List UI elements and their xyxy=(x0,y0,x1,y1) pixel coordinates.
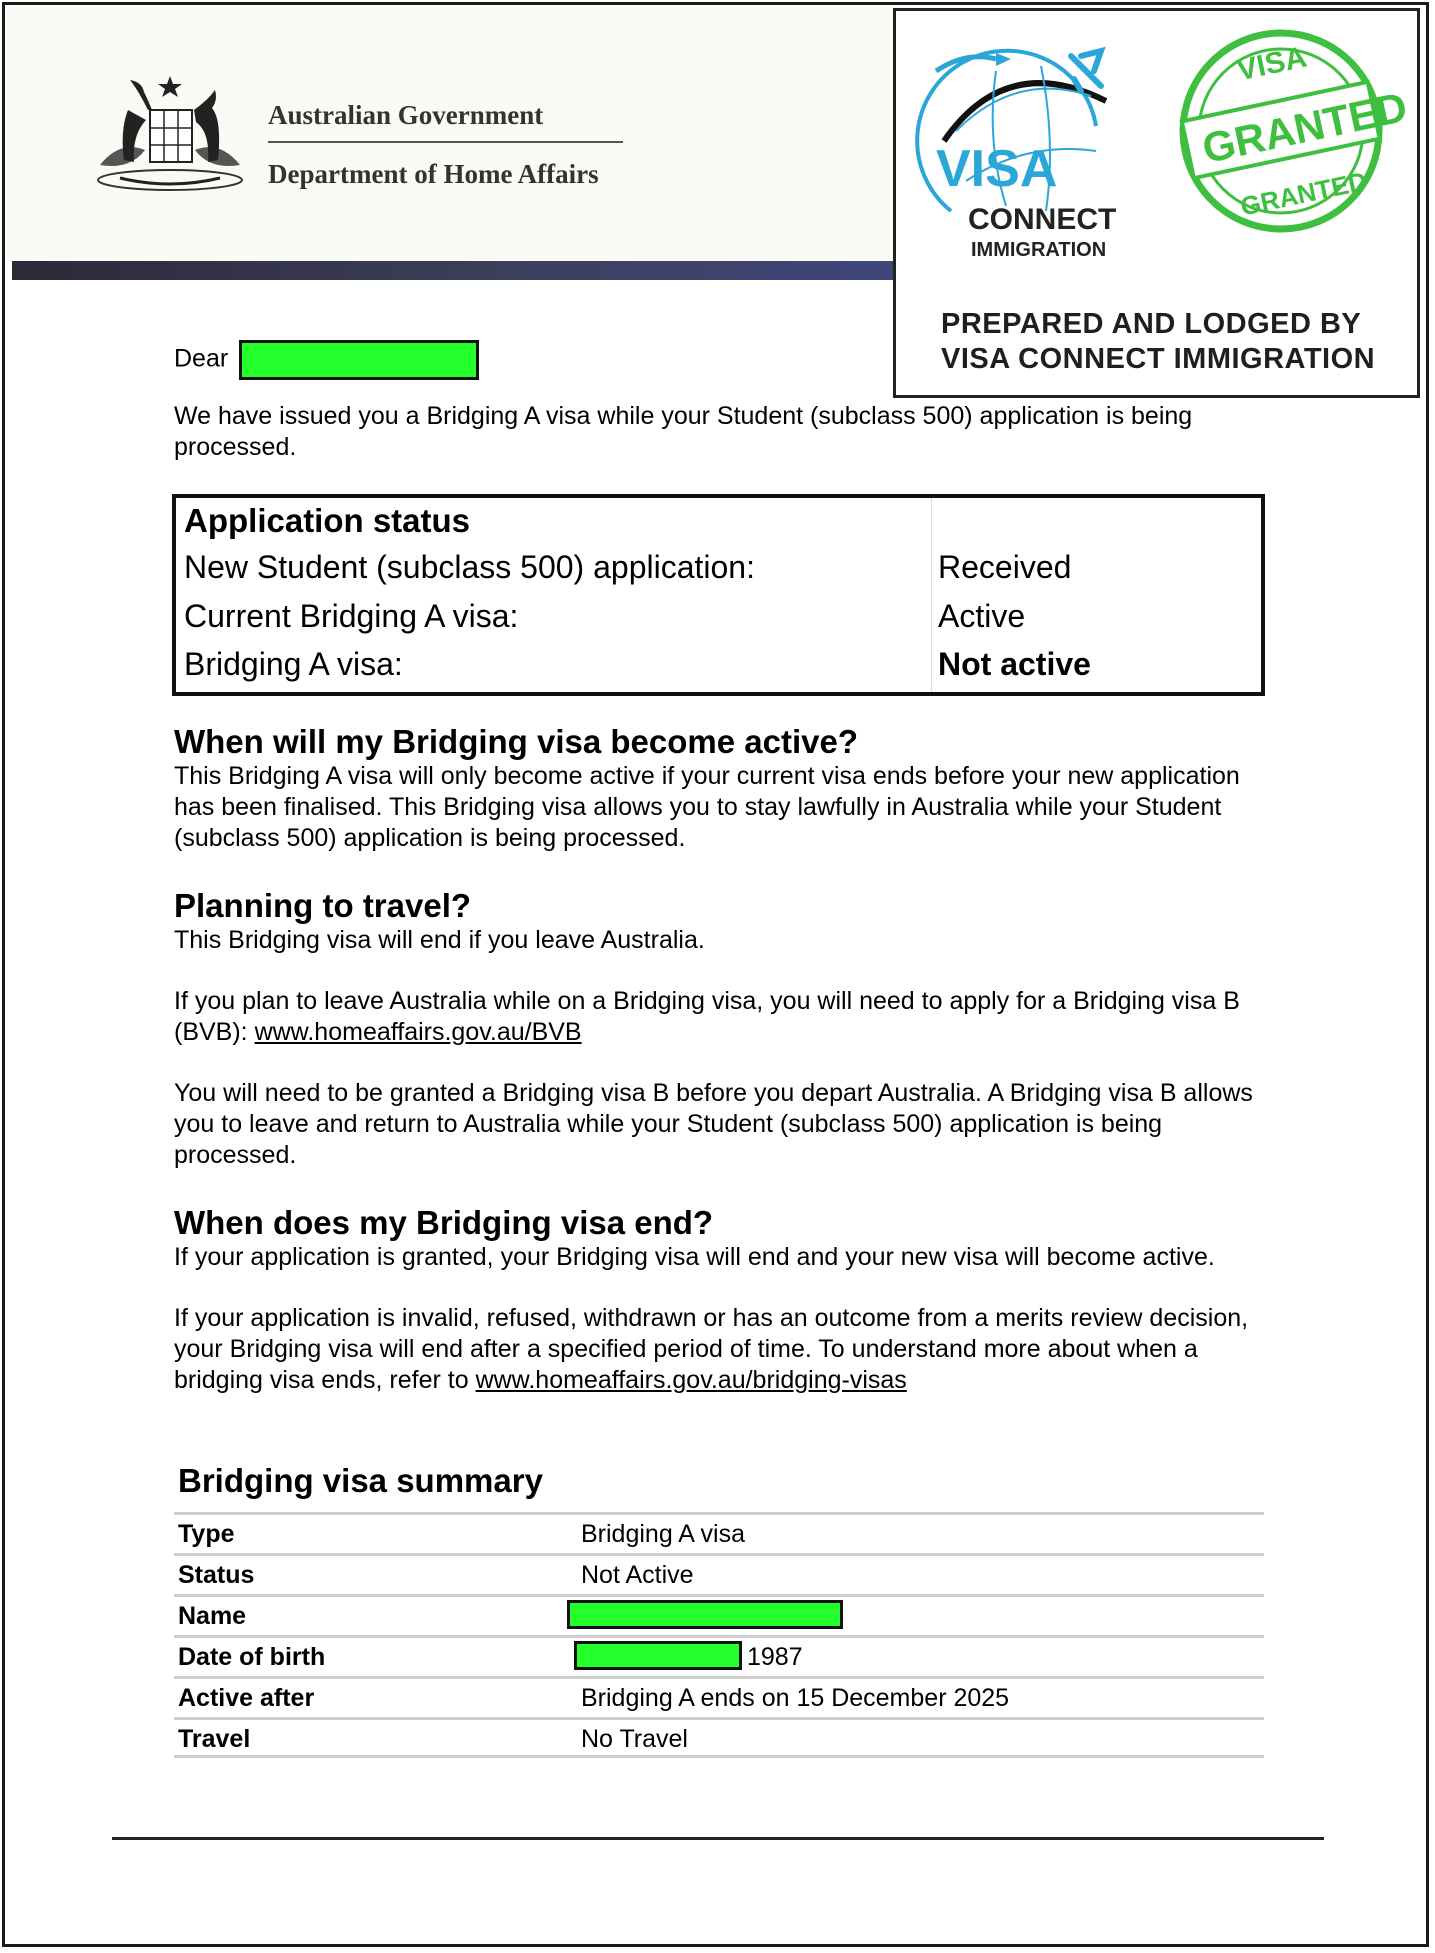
summary-title: Bridging visa summary xyxy=(178,1462,543,1499)
logo-connect: CONNECT xyxy=(968,203,1117,236)
stamp-top: VISA xyxy=(1234,40,1310,88)
table-row xyxy=(174,1553,1264,1594)
end-p1: If your application is granted, your Bridging visa will end and your new visa will become active. xyxy=(174,1243,1215,1271)
table-row xyxy=(174,1594,1264,1635)
intro-paragraph: We have issued you a Bridging A visa while your Student (subclass 500) application is being processed. xyxy=(174,402,1193,461)
table-row xyxy=(174,1512,1264,1553)
table-row xyxy=(174,1635,1264,1676)
redacted-birthdate xyxy=(574,1641,742,1670)
summary-table xyxy=(174,1512,1264,1758)
body-active: This Bridging A visa will only become active if your current visa ends before your new application has been finalised. This Bridging visa allows you to stay lawfully in Australia while your Student (subclass 500) application is being processed. xyxy=(174,762,1240,852)
heading-end: When does my Bridging visa end? xyxy=(174,1204,714,1241)
status-label-bridging-visa: Bridging A visa: xyxy=(184,646,403,682)
coat-of-arms-icon xyxy=(90,70,250,196)
status-label-application: New Student (subclass 500) application: xyxy=(184,549,755,585)
summary-key: Type xyxy=(178,1520,235,1548)
status-value-bridging-visa: Not active xyxy=(938,646,1091,682)
department-name: Department of Home Affairs xyxy=(268,159,599,189)
agency-caption-line1: PREPARED AND LODGED BY xyxy=(941,308,1362,340)
agency-caption-line2: VISA CONNECT IMMIGRATION xyxy=(941,343,1376,375)
summary-value: No Travel xyxy=(581,1725,688,1753)
summary-value: 1987 xyxy=(747,1643,803,1671)
bridging-visas-link[interactable]: www.homeaffairs.gov.au/bridging-visas xyxy=(475,1366,907,1394)
travel-p2 xyxy=(174,986,1264,1048)
summary-key: Status xyxy=(178,1561,255,1589)
airplane-icon xyxy=(1071,51,1101,91)
redacted-name-field xyxy=(567,1600,843,1629)
table-row xyxy=(174,1717,1264,1758)
end-p2-text: If your application is invalid, refused, withdrawn or has an outcome from a merits review decision, your Bridging visa will end after a specified period of time. To understand more about when a bridging visa ends, refer to xyxy=(174,1304,1249,1394)
summary-key: Active after xyxy=(178,1684,315,1712)
stamp-bottom: GRANTED xyxy=(1237,165,1370,222)
salutation-text: Dear xyxy=(174,344,229,373)
summary-key: Name xyxy=(178,1602,247,1630)
end-p2 xyxy=(174,1303,1264,1396)
section-travel xyxy=(174,887,1264,1171)
government-name: Australian Government xyxy=(268,100,623,143)
travel-p3: You will need to be granted a Bridging visa B before you depart Australia. A Bridging visa B allows you to leave and return to Australia while your Student (subclass 500) application is being processed. xyxy=(174,1079,1253,1169)
travel-p1: This Bridging visa will end if you leave Australia. xyxy=(174,926,705,954)
status-value-application: Received xyxy=(938,549,1072,585)
status-title: Application status xyxy=(184,502,471,539)
section-end xyxy=(174,1204,1264,1396)
bvb-link[interactable]: www.homeaffairs.gov.au/BVB xyxy=(254,1018,582,1046)
summary-value: Bridging A ends on 15 December 2025 xyxy=(581,1684,1010,1712)
stamp-middle: GRANTED xyxy=(1198,82,1412,173)
agency-logo xyxy=(896,11,1417,301)
status-divider xyxy=(931,498,932,692)
logo-immigration: IMMIGRATION xyxy=(971,239,1107,261)
footer-rule xyxy=(112,1837,1324,1840)
summary-value: Not Active xyxy=(581,1561,694,1589)
agency-stamp-box xyxy=(893,8,1420,398)
application-status-box xyxy=(172,494,1265,696)
summary-key: Travel xyxy=(178,1725,251,1753)
summary-value: Bridging A visa xyxy=(581,1520,745,1548)
status-value-current-visa: Active xyxy=(938,598,1026,634)
summary-key: Date of birth xyxy=(178,1643,326,1671)
travel-p2-text: If you plan to leave Australia while on a Bridging visa, you will need to apply for a Bridging visa B (BVB): xyxy=(174,987,1240,1046)
status-label-current-visa: Current Bridging A visa: xyxy=(184,598,519,634)
heading-active: When will my Bridging visa become active? xyxy=(174,723,859,760)
salutation xyxy=(174,340,479,380)
table-row xyxy=(174,1676,1264,1717)
logo-word: VISA xyxy=(936,140,1058,198)
granted-stamp xyxy=(1182,33,1411,229)
heading-travel: Planning to travel? xyxy=(174,887,472,924)
section-active xyxy=(174,723,1264,854)
redacted-name xyxy=(239,340,479,380)
